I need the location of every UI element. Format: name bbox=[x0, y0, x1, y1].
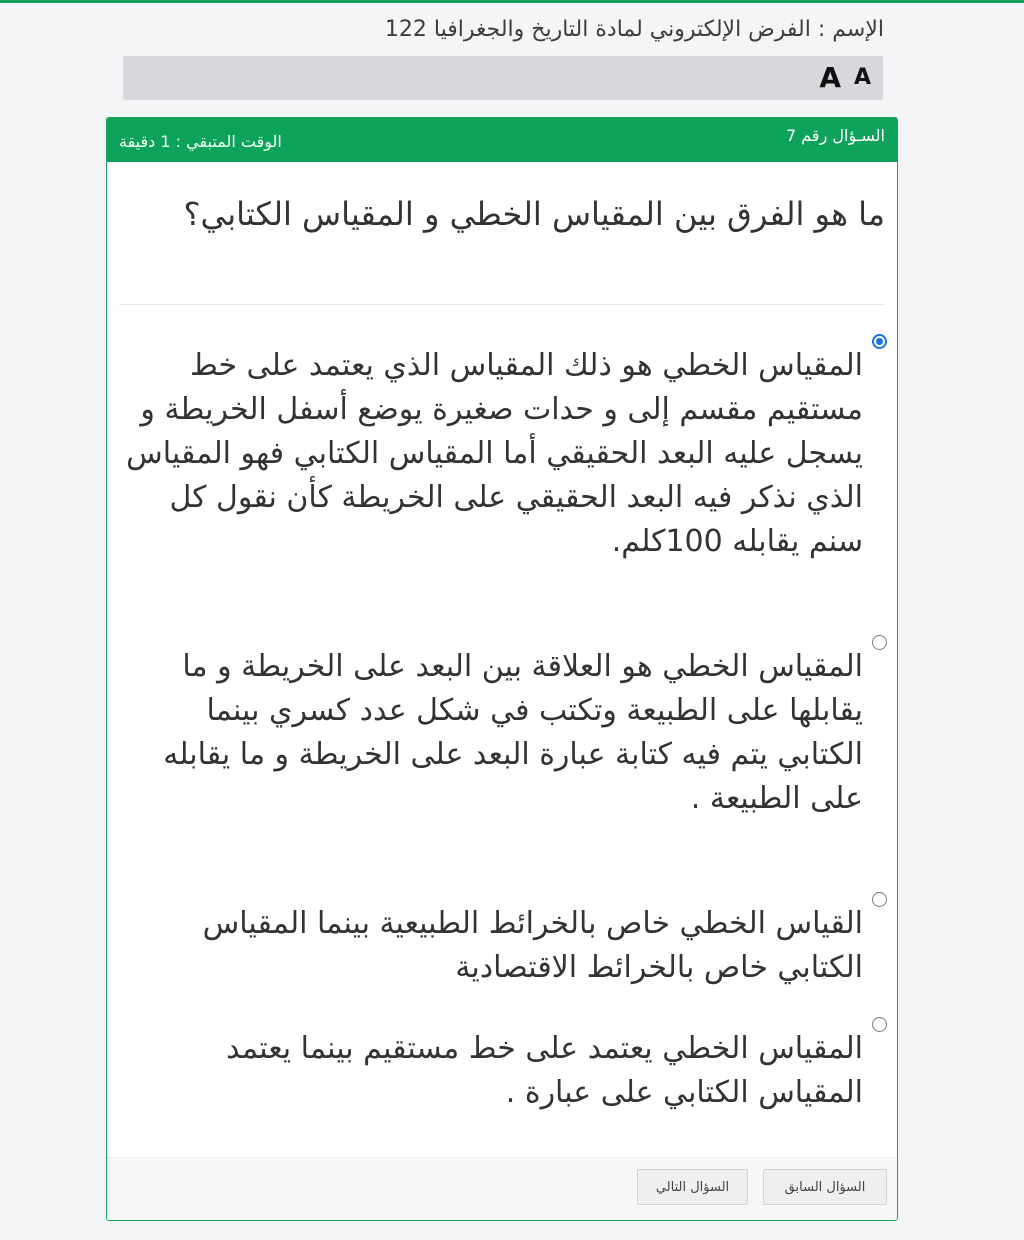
question-header bbox=[107, 118, 897, 162]
answer-option-label: المقياس الخطي هو ذلك المقياس الذي يعتمد على خط مستقيم مقسم إلى و حدات صغيرة يوضع أسفل الخريطة و يسجل عليه البعد الحقيقي أما المقياس الكتابي فهو المقياس الذي نذكر فيه البعد الحقيقي على الخريطة كأن نقول كل سنم يقابله 100كلم. bbox=[126, 348, 863, 559]
answer-option-label: القياس الخطي خاص بالخرائط الطبيعية بينما المقياس الكتابي خاص بالخرائط الاقتصادية bbox=[202, 906, 863, 985]
question-card bbox=[106, 117, 898, 1221]
divider bbox=[119, 304, 885, 305]
previous-question-button[interactable]: السؤال السابق bbox=[763, 1169, 887, 1205]
answer-option-label: المقياس الخطي يعتمد على خط مستقيم بينما يعتمد المقياس الكتابي على عبارة . bbox=[226, 1031, 863, 1110]
card-footer bbox=[107, 1157, 897, 1220]
question-text: ما هو الفرق بين المقياس الخطي و المقياس الكتابي؟ bbox=[183, 195, 885, 233]
time-remaining: الوقت المتبقي : 1 دقيقة bbox=[119, 132, 282, 151]
radio-icon[interactable] bbox=[872, 892, 887, 907]
decrease-font-button[interactable]: A bbox=[853, 65, 871, 90]
answer-option-label: المقياس الخطي هو العلاقة بين البعد على الخريطة و ما يقابلها على الطبيعة وتكتب في شكل عدد كسري بينما الكتابي يتم فيه كتابة عبارة البعد على الخريطة و ما يقابله على الطبيعة . bbox=[163, 649, 863, 816]
next-question-button[interactable]: السؤال التالي bbox=[637, 1169, 748, 1205]
radio-icon[interactable] bbox=[872, 1017, 887, 1032]
page-title: الإسم : الفرض الإلكتروني لمادة التاريخ والجغرافيا 122 bbox=[384, 17, 884, 42]
question-number: السـؤال رقم 7 bbox=[786, 126, 885, 145]
increase-font-button[interactable]: A bbox=[819, 61, 841, 94]
font-size-toolbar bbox=[123, 56, 883, 100]
radio-icon[interactable] bbox=[872, 635, 887, 650]
radio-selected-icon[interactable] bbox=[872, 334, 887, 349]
